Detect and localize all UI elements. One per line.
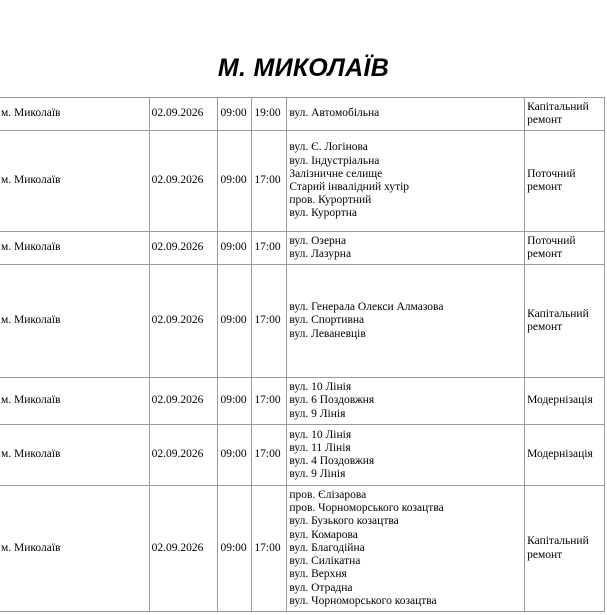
street-name: вул. Озерна	[289, 234, 347, 247]
streets-cell	[287, 425, 525, 486]
street-name: вул. 11 Лінія	[289, 441, 351, 454]
table-row	[0, 378, 605, 425]
start-time-cell: 09:00	[218, 425, 252, 486]
street-name: вул. Індустріальна	[289, 154, 380, 167]
date-cell: 02.09.2026	[149, 486, 218, 612]
end-time-cell: 17:00	[252, 265, 287, 378]
start-time-cell: 09:00	[218, 131, 252, 232]
date-cell: 02.09.2026	[149, 131, 218, 232]
start-time-cell: 09:00	[218, 378, 252, 425]
streets-cell	[287, 265, 525, 378]
date-cell: 02.09.2026	[149, 378, 218, 425]
street-name: пров. Чорноморського козацтва	[289, 502, 444, 515]
city-cell: м. Миколаїв	[0, 98, 149, 131]
work-type-cell: Капітальний ремонт	[525, 265, 605, 378]
table-row	[0, 232, 605, 265]
streets-cell	[287, 131, 525, 232]
table-row	[0, 425, 605, 486]
street-name: вул. 10 Лінія	[289, 381, 352, 394]
street-name: вул. Чорноморського козацтва	[289, 594, 437, 607]
street-name: вул. Автомобільна	[289, 107, 380, 120]
street-name: вул. Лазурна	[289, 248, 352, 260]
work-type-cell: Капітальний ремонт	[525, 98, 605, 131]
street-name: вул. 9 Лінія	[289, 468, 346, 481]
streets-cell	[287, 378, 525, 425]
street-name: вул. 4 Поздовжня	[289, 455, 375, 467]
start-time-cell: 09:00	[218, 98, 252, 131]
end-time-cell: 17:00	[252, 131, 287, 232]
street-name: вул. 9 Лінія	[289, 407, 346, 420]
streets-cell	[287, 98, 525, 131]
street-name: вул. 6 Поздовжня	[289, 394, 375, 407]
city-cell: м. Миколаїв	[0, 425, 149, 486]
street-name: вул. Верхня	[289, 568, 347, 581]
street-name: вул. Є. Логінова	[289, 141, 368, 154]
end-time-cell: 17:00	[252, 486, 287, 612]
date-cell: 02.09.2026	[149, 425, 218, 486]
table-row	[0, 486, 605, 612]
street-name: вул. Силікатна	[289, 555, 361, 568]
city-cell: м. Миколаїв	[0, 131, 149, 232]
start-time-cell: 09:00	[218, 265, 252, 378]
street-name: вул. Генерала Олекси Алмазова	[289, 301, 444, 314]
street-name: пров. Єлізарова	[289, 489, 367, 502]
city-cell: м. Миколаїв	[0, 378, 149, 425]
streets-cell	[287, 486, 525, 612]
street-name: Залізничне селище	[289, 167, 383, 180]
street-name: вул. Спортивна	[289, 314, 365, 327]
city-cell: м. Миколаїв	[0, 265, 149, 378]
city-cell: м. Миколаїв	[0, 486, 149, 612]
street-name: вул. Леваневців	[289, 327, 366, 340]
street-name: вул. Курортна	[289, 207, 358, 220]
street-name: вул. Благодійна	[289, 541, 365, 554]
end-time-cell: 19:00	[252, 98, 287, 131]
page-title: М. МИКОЛАЇВ	[217, 54, 390, 82]
start-time-cell: 09:00	[218, 232, 252, 265]
table-row	[0, 131, 605, 232]
start-time-cell: 09:00	[218, 486, 252, 612]
table-row	[0, 98, 605, 131]
date-cell: 02.09.2026	[149, 98, 218, 131]
street-name: вул. Отрадна	[289, 581, 353, 594]
table-row	[0, 265, 605, 378]
end-time-cell: 17:00	[252, 232, 287, 265]
city-cell: м. Миколаїв	[0, 232, 149, 265]
work-type-cell: Капітальний ремонт	[525, 486, 605, 612]
street-name: вул. Комарова	[289, 528, 358, 541]
streets-cell	[287, 232, 525, 265]
end-time-cell: 17:00	[252, 425, 287, 486]
work-type-cell: Поточний ремонт	[525, 232, 605, 265]
date-cell: 02.09.2026	[149, 265, 218, 378]
street-name: Старий інвалідний хутір	[289, 181, 410, 193]
work-type-cell: Поточний ремонт	[525, 131, 605, 232]
outage-schedule-table	[0, 97, 605, 612]
street-name: пров. Курортний	[289, 194, 372, 207]
date-cell: 02.09.2026	[149, 232, 218, 265]
street-name: вул. 10 Лінія	[289, 428, 352, 441]
work-type-cell: Модернізація	[525, 425, 605, 486]
street-name: вул. Бузького козацтва	[289, 515, 399, 528]
end-time-cell: 17:00	[252, 378, 287, 425]
work-type-cell: Модернізація	[525, 378, 605, 425]
